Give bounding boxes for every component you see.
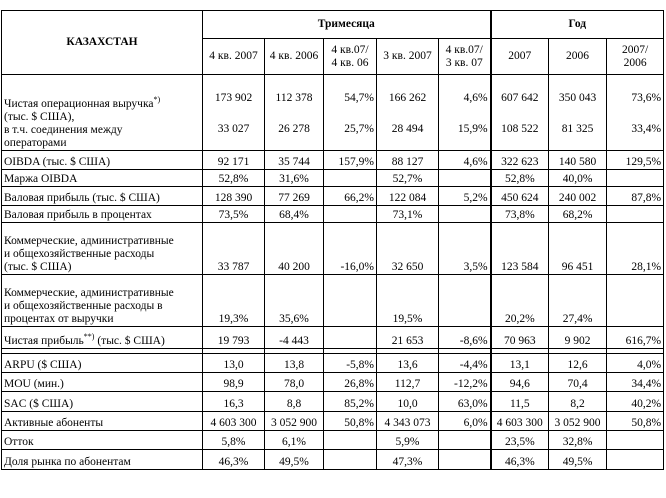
table-cell (203, 327, 265, 349)
table-cell (491, 327, 549, 349)
table-cell (491, 170, 549, 187)
cell-value: 40 200 (278, 261, 310, 273)
cell-value: 157,9% (338, 156, 374, 168)
kpi-label: ARPU ($ США) (2, 354, 203, 373)
row-label-line: (тыс. $ США) (4, 261, 72, 273)
cell-value: 73,5% (218, 209, 249, 221)
cell-value: 70 963 (503, 335, 536, 347)
row-label (2, 275, 203, 327)
cell-value: 122 084 (388, 192, 427, 204)
table-cell (607, 206, 664, 223)
kpi-cell: 46,3% (203, 450, 265, 470)
table-cell (549, 327, 607, 349)
table-cell (607, 187, 664, 206)
cell-value: 128 390 (214, 192, 253, 204)
table-row (2, 75, 664, 151)
kpi-cell: -12,2% (439, 373, 491, 392)
table-cell (265, 170, 324, 187)
kpi-cell (439, 450, 491, 470)
cell-value: 616,7% (625, 335, 662, 347)
cell-value: 87,8% (631, 192, 662, 204)
table-cell (491, 151, 549, 170)
col-header-2007: 2007 (491, 39, 549, 75)
kpi-cell: -5,8% (324, 354, 377, 373)
cell-value: 88 127 (391, 156, 424, 168)
table-cell (491, 206, 549, 223)
col-header-yoy-year: 2007/ 2006 (607, 39, 664, 75)
table-cell (265, 206, 324, 223)
cell-value: 92 171 (217, 156, 250, 168)
cell-value-total: 350 043 (558, 92, 597, 104)
kpi-label: SAC ($ США) (2, 392, 203, 412)
cell-value-interconnect: 25,7% (344, 123, 374, 135)
cell-value: 31,6% (279, 173, 309, 185)
table-cell (549, 151, 607, 170)
table-cell (607, 75, 664, 151)
cell-value: 9 902 (564, 335, 591, 347)
kpi-cell (324, 431, 377, 450)
cell-value-total: 73,6% (631, 92, 662, 104)
table-cell (377, 275, 439, 327)
table-cell (607, 151, 664, 170)
cell-value-total: 166 262 (388, 92, 427, 104)
kpi-row (2, 354, 664, 373)
table-cell (265, 275, 324, 327)
col-header-q4-2006: 4 кв. 2006 (265, 39, 324, 75)
kpi-cell: 49,5% (265, 450, 324, 470)
col-header-q4-qoq: 4 кв.07/ 3 кв. 07 (439, 39, 491, 75)
country-header: КАЗАХСТАН (2, 11, 203, 75)
table-cell (439, 223, 491, 275)
cell-value-interconnect: 28 494 (391, 123, 424, 135)
cell-value: -16,0% (340, 261, 374, 273)
cell-value: 52,7% (392, 173, 423, 185)
kpi-cell: 4 343 073 (377, 412, 439, 431)
cell-value: 40,0% (562, 173, 593, 185)
table-cell (377, 151, 439, 170)
table-row (2, 151, 664, 170)
table-cell (265, 327, 324, 349)
table-cell (549, 206, 607, 223)
footnote-marker: *) (153, 95, 161, 105)
cell-value: 28,1% (631, 261, 662, 273)
table-cell (203, 223, 265, 275)
cell-value: 32 650 (391, 261, 424, 273)
kpi-cell (607, 450, 664, 470)
kpi-cell: 11,5 (491, 392, 549, 412)
row-label (2, 151, 203, 170)
kpi-cell: 16,3 (203, 392, 265, 412)
cell-value: 33 787 (217, 261, 250, 273)
cell-value-total: 112 378 (275, 92, 313, 104)
kpi-cell: 3 052 900 (549, 412, 607, 431)
table-cell (439, 206, 491, 223)
table-cell (324, 151, 377, 170)
kpi-cell: 13,0 (203, 354, 265, 373)
table-row (2, 327, 664, 349)
kpi-cell: 26,8% (324, 373, 377, 392)
table-cell (203, 170, 265, 187)
kpi-cell: 98,9 (203, 373, 265, 392)
table-cell (491, 275, 549, 327)
row-label-line: (тыс. $ США), (4, 111, 75, 123)
kpi-row (2, 373, 664, 392)
kpi-cell: 63,0% (439, 392, 491, 412)
table-cell (265, 187, 324, 206)
row-label (2, 223, 203, 275)
cell-value: 96 451 (561, 261, 594, 273)
table-row (2, 187, 664, 206)
kpi-cell: 40,2% (607, 392, 664, 412)
row-label-line: Коммерческие, административные (4, 287, 174, 299)
cell-value: 52,8% (504, 173, 535, 185)
kpi-label: Отток (2, 431, 203, 450)
kpi-row (2, 450, 664, 470)
col-header-q3-2007: 3 кв. 2007 (377, 39, 439, 75)
kpi-cell: 8,8 (265, 392, 324, 412)
cell-value-interconnect: 33,4% (631, 123, 662, 135)
row-label-line: операторами (4, 137, 67, 149)
table-cell (439, 151, 491, 170)
cell-value: 5,2% (463, 192, 488, 204)
kpi-cell: 4,0% (607, 354, 664, 373)
cell-value: 19,3% (218, 313, 249, 325)
cell-value: -4 443 (279, 335, 309, 347)
kpi-cell: 13,6 (377, 354, 439, 373)
cell-value-interconnect: 81 325 (561, 123, 594, 135)
cell-value: 140 580 (558, 156, 597, 168)
table-cell (377, 206, 439, 223)
cell-value: 4,6% (463, 156, 488, 168)
table-cell (377, 170, 439, 187)
kpi-row (2, 392, 664, 412)
cell-value-interconnect: 33 027 (217, 123, 250, 135)
table-cell (377, 75, 439, 151)
kpi-cell: 23,5% (491, 431, 549, 450)
row-label-text: Маржа OIBDA (4, 173, 78, 185)
table-row (2, 223, 664, 275)
kpi-cell: 112,7 (377, 373, 439, 392)
table-cell (439, 187, 491, 206)
table-cell (377, 187, 439, 206)
cell-value: 450 624 (501, 192, 539, 204)
kpi-cell: 34,4% (607, 373, 664, 392)
table-cell (324, 206, 377, 223)
kpi-cell: 85,2% (324, 392, 377, 412)
row-label-text: Чистая прибыль (4, 335, 84, 347)
cell-value: 129,5% (625, 156, 662, 168)
kpi-cell: 50,8% (324, 412, 377, 431)
table-cell (203, 75, 265, 151)
kpi-cell: 4 603 300 (203, 412, 265, 431)
row-label-text: OIBDA (тыс. $ США) (4, 156, 111, 168)
kpi-cell: 70,4 (549, 373, 607, 392)
table-cell (439, 327, 491, 349)
cell-value: -8,6% (459, 335, 488, 347)
kpi-label: Доля рынка по абонентам (2, 450, 203, 470)
table-cell (549, 187, 607, 206)
row-label (2, 170, 203, 187)
cell-value: 77 269 (278, 192, 310, 204)
table-cell (324, 327, 377, 349)
kpi-cell: 94,6 (491, 373, 549, 392)
kpi-cell: -4,4% (439, 354, 491, 373)
row-label (2, 206, 203, 223)
row-label-line: Чистая операционная выручка (4, 98, 154, 110)
kpi-cell (607, 431, 664, 450)
financial-table (1, 10, 664, 470)
table-cell (439, 75, 491, 151)
row-label (2, 187, 203, 206)
row-label-text: Валовая прибыль в процентах (4, 209, 152, 221)
cell-value: 123 584 (501, 261, 539, 273)
row-label-line: в т.ч. соединения между (4, 124, 123, 136)
cell-value: 52,8% (218, 173, 249, 185)
table-cell (607, 223, 664, 275)
cell-value: 20,2% (504, 313, 535, 325)
cell-value-total: 4,6% (463, 92, 488, 104)
cell-value: 19,5% (392, 313, 423, 325)
cell-value: 21 653 (391, 335, 424, 347)
table-cell (549, 223, 607, 275)
table-cell (265, 75, 324, 151)
table-cell (491, 75, 549, 151)
kpi-cell: 8,2 (549, 392, 607, 412)
row-label-tail: (тыс. $ США) (94, 335, 165, 347)
cell-value-total: 54,7% (344, 92, 374, 104)
footnote-marker: **) (83, 332, 95, 342)
kpi-cell: 6,1% (265, 431, 324, 450)
col-header-2006: 2006 (549, 39, 607, 75)
table-cell (439, 170, 491, 187)
kpi-cell: 78,0 (265, 373, 324, 392)
table-cell (265, 151, 324, 170)
kpi-cell: 6,0% (439, 412, 491, 431)
table-row (2, 275, 664, 327)
table-cell (203, 206, 265, 223)
cell-value-interconnect: 108 522 (501, 123, 539, 135)
cell-value-interconnect: 15,9% (457, 123, 488, 135)
kpi-cell: 10,0 (377, 392, 439, 412)
table-cell (324, 187, 377, 206)
cell-value: 66,2% (344, 192, 374, 204)
row-label-text: Валовая прибыль (тыс. $ США) (4, 192, 160, 204)
row-label (2, 327, 203, 349)
table-row (2, 170, 664, 187)
cell-value: 322 623 (501, 156, 539, 168)
kpi-cell: 3 052 900 (265, 412, 324, 431)
kpi-cell: 50,8% (607, 412, 664, 431)
table-cell (324, 275, 377, 327)
cell-value: 73,8% (504, 209, 535, 221)
row-label-line: и общехозяйственные расходы (4, 248, 155, 260)
table-cell (203, 275, 265, 327)
kpi-label: MOU (мин.) (2, 373, 203, 392)
kpi-cell: 49,5% (549, 450, 607, 470)
table-cell (607, 327, 664, 349)
col-header-q4-yoy: 4 кв.07/ 4 кв. 06 (324, 39, 377, 75)
kpi-cell: 13,1 (491, 354, 549, 373)
row-label-line: Коммерческие, административные (4, 235, 174, 247)
kpi-cell (324, 450, 377, 470)
cell-value: 27,4% (562, 313, 593, 325)
kpi-cell: 32,8% (549, 431, 607, 450)
cell-value-total: 173 902 (214, 92, 253, 104)
cell-value: 35 744 (278, 156, 310, 168)
kpi-cell: 46,3% (491, 450, 549, 470)
year-group-header: Год (491, 11, 664, 39)
col-header-q4-2007: 4 кв. 2007 (203, 39, 265, 75)
table-cell (607, 170, 664, 187)
table-cell (203, 187, 265, 206)
table-cell (607, 275, 664, 327)
table-cell (439, 275, 491, 327)
kpi-cell: 5,8% (203, 431, 265, 450)
table-cell (549, 170, 607, 187)
table-cell (549, 275, 607, 327)
kpi-row (2, 412, 664, 431)
table-row (2, 206, 664, 223)
table-cell (549, 75, 607, 151)
quarters-group-header: Тримесяца (203, 11, 491, 39)
cell-value-interconnect: 26 278 (278, 123, 310, 135)
table-cell (265, 223, 324, 275)
row-label-line: и общехозяйственные расходы в (4, 300, 163, 312)
row-label (2, 75, 203, 151)
cell-value: 3,5% (463, 261, 488, 273)
kpi-cell: 47,3% (377, 450, 439, 470)
table-cell (377, 223, 439, 275)
kpi-cell: 13,8 (265, 354, 324, 373)
kpi-row (2, 431, 664, 450)
table-cell (324, 223, 377, 275)
cell-value: 35,6% (279, 313, 309, 325)
table-cell (377, 327, 439, 349)
cell-value: 19 793 (217, 335, 250, 347)
table-cell (203, 151, 265, 170)
row-label-line: процентах от выручки (4, 313, 114, 325)
cell-value-total: 607 642 (501, 92, 539, 104)
cell-value: 73,1% (392, 209, 423, 221)
cell-value: 240 002 (558, 192, 597, 204)
table-cell (491, 223, 549, 275)
cell-value: 68,4% (279, 209, 309, 221)
table-cell (324, 170, 377, 187)
kpi-cell (439, 431, 491, 450)
table-cell (324, 75, 377, 151)
kpi-cell: 5,9% (377, 431, 439, 450)
cell-value: 68,2% (562, 209, 593, 221)
kpi-cell: 12,6 (549, 354, 607, 373)
kpi-label: Активные абоненты (2, 412, 203, 431)
table-cell (491, 187, 549, 206)
kpi-cell: 4 603 300 (491, 412, 549, 431)
